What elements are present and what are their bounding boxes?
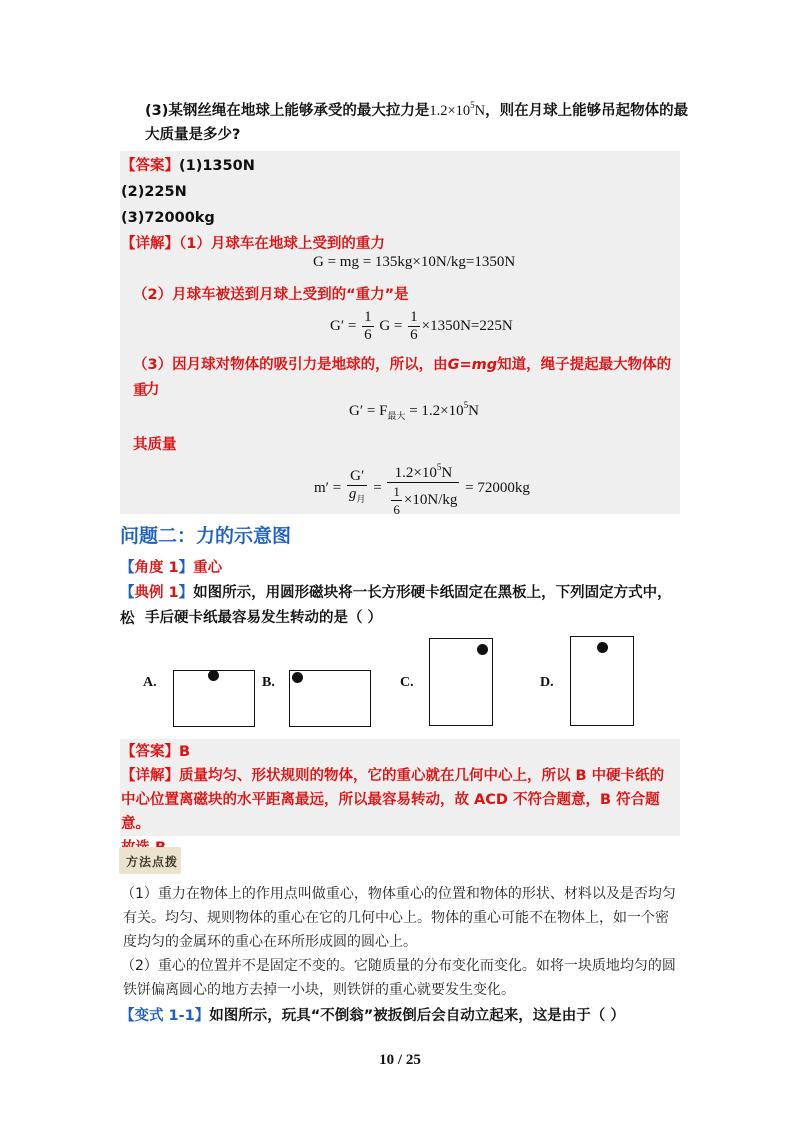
eq3-left: G′ = F	[349, 403, 388, 419]
method-p2-line-2: 铁饼偏离圆心的地方去掉一小块，则铁饼的重心就要发生变化。	[123, 982, 515, 998]
big-fraction	[387, 459, 459, 518]
question-3	[145, 92, 705, 124]
method-paragraph-1	[121, 882, 681, 1002]
fraction-denominator: 6	[364, 327, 372, 343]
eq3-right: = 1.2×10	[409, 403, 464, 419]
option-c-magnet	[477, 644, 488, 655]
variant-word: 变式 1-1	[134, 1008, 195, 1024]
example-detail-line-3	[121, 836, 681, 860]
eq4-numerator: G′	[347, 468, 368, 486]
option-c-label: C.	[400, 675, 414, 690]
page-number: 10 / 25	[379, 1052, 421, 1068]
step3-formula: G=mg	[447, 357, 498, 373]
method-p1-line-2: 有关。均匀、规则物体的重心在它的几何中心上。物体的重心可能不在物体上，如一个密	[123, 910, 669, 926]
equation-1: G = mg = 135kg×10N/kg=1350N	[313, 254, 516, 270]
option-d-magnet	[597, 642, 608, 653]
method-badge	[119, 847, 181, 874]
eq4-left: m′ =	[314, 479, 342, 496]
big-num-unit: N	[441, 465, 453, 481]
equation-4	[314, 459, 530, 518]
small-den: 6	[393, 502, 400, 517]
option-a-label: A.	[143, 675, 157, 690]
small-fraction	[391, 483, 402, 518]
fraction-g-over-gmoon	[347, 468, 368, 509]
small-num: 1	[393, 484, 400, 499]
big-den-tail: ×10N/kg	[403, 491, 458, 508]
answer-2: (2)225N	[121, 184, 187, 200]
step3-text-b: 知道，绳子提起最大物体的重	[133, 357, 672, 399]
force-mantissa: 1.2×10	[429, 103, 471, 119]
fraction-one-sixth	[362, 309, 374, 344]
variant-bracket-close: 】	[194, 1008, 210, 1024]
example-bracket-open: 【	[120, 585, 135, 601]
method-badge-text: 方法点拨	[126, 855, 179, 869]
eq3-subscript: 最大	[387, 412, 406, 422]
variant-text: 如图所示，玩具“不倒翁”被扳倒后会自动立起来，这是由于（ ）	[209, 1008, 625, 1024]
eq3-exponent: 5	[463, 400, 469, 410]
answer-1: (1)1350N	[179, 158, 255, 174]
example-line-2: 手后硬卡纸最容易发生转动的是（ ）	[145, 610, 383, 626]
step3-text-a: （3）因月球对物体的吸引力是地球的，所以，由	[133, 357, 448, 373]
method-p2-line-1: （2）重心的位置并不是固定不变的。它随质量的分布变化而变化。如将一块质地均匀的圆	[121, 958, 676, 974]
question-3-line2: 大质量是多少?	[145, 127, 241, 143]
detail-step-3-line2: 力	[145, 382, 160, 398]
eq4-g-sub: 月	[356, 495, 366, 505]
big-fraction-denominator	[387, 483, 459, 518]
example-word: 典例 1	[134, 585, 179, 601]
example-bracket-close: 】	[178, 585, 194, 601]
method-p1-line-1: （1）重力在物体上的作用点叫做重心，物体重心的位置和物体的形状、材料以及是否均匀	[121, 886, 676, 902]
option-b-label: B.	[262, 675, 275, 690]
answer-label: 【答案】	[121, 158, 179, 174]
question-3-line1-suffix: ，则在月球上能够吊起物体的最	[485, 103, 689, 119]
eq2-right: ×1350N=225N	[421, 317, 513, 334]
question-3-line1-prefix: (3)某钢丝绳在地球上能够承受的最大拉力是	[145, 103, 430, 119]
eq4-g: g	[348, 486, 357, 502]
force-exponent: 5	[470, 100, 475, 110]
answer-3: (3)72000kg	[121, 210, 215, 226]
example-answer-section	[121, 740, 681, 860]
angle-bracket-close: 】	[178, 560, 194, 576]
eq3-unit: N	[468, 403, 479, 419]
fraction-one-sixth-2	[408, 309, 420, 344]
detail-step-2: （2）月球车被送到月球上受到的“重力”是	[133, 287, 409, 303]
fraction-denominator-2: 6	[410, 327, 418, 343]
angle-bracket-open: 【	[120, 560, 135, 576]
equation-2	[330, 309, 513, 344]
method-p1-line-3: 度均匀的金属环的重心在环所形成圆的圆心上。	[123, 934, 417, 950]
equation-3	[349, 400, 479, 422]
force-unit: N	[474, 103, 486, 119]
mass-label: 其质量	[133, 437, 177, 453]
detail-step-1: （1）月球车在地球上受到的重力	[179, 236, 385, 252]
fraction-numerator-2: 1	[410, 309, 418, 325]
example-line-1: 如图所示，用圆形磁块将一长方形硬卡纸固定在黑板上，下列固定方式中，松	[120, 585, 672, 627]
angle-topic: 重心	[193, 560, 223, 576]
example-detail-label: 【详解】	[121, 768, 179, 784]
variant-1-1	[120, 1004, 625, 1025]
big-num-mantissa: 1.2×10	[394, 465, 437, 481]
example-answer-label: 【答案】	[121, 744, 179, 760]
eq4-result: = 72000kg	[465, 479, 530, 496]
example-detail-line-2: 中心位置离磁块的水平距离最远，所以最容易转动，故 ACD 不符合题意，B 符合题意。	[121, 792, 660, 832]
example-detail-line-1: 质量均匀、形状规则的物体，它的重心就在几何中心上，所以 B 中硬卡纸的	[179, 768, 665, 784]
detail-step-3	[133, 352, 678, 404]
variant-bracket-open: 【	[120, 1008, 135, 1024]
eq2-mid: G =	[379, 317, 403, 334]
section-2-title: 问题二：力的示意图	[120, 525, 292, 547]
angle-word: 角度 1	[134, 560, 179, 576]
force-value	[429, 100, 486, 119]
big-num-exp: 5	[436, 462, 442, 472]
example-answer-value: B	[179, 744, 191, 760]
detail-label: 【详解】	[121, 236, 179, 252]
eq4-denominator	[347, 486, 368, 509]
angle-label	[120, 556, 222, 577]
answer-section	[121, 153, 385, 257]
option-d-label: D.	[540, 675, 554, 690]
option-a-magnet	[208, 670, 219, 681]
fraction-numerator: 1	[364, 309, 372, 325]
eq2-left: G′ =	[330, 317, 357, 334]
eq4-equals: =	[373, 479, 382, 496]
big-fraction-numerator	[387, 459, 459, 483]
option-b-magnet	[292, 672, 303, 683]
